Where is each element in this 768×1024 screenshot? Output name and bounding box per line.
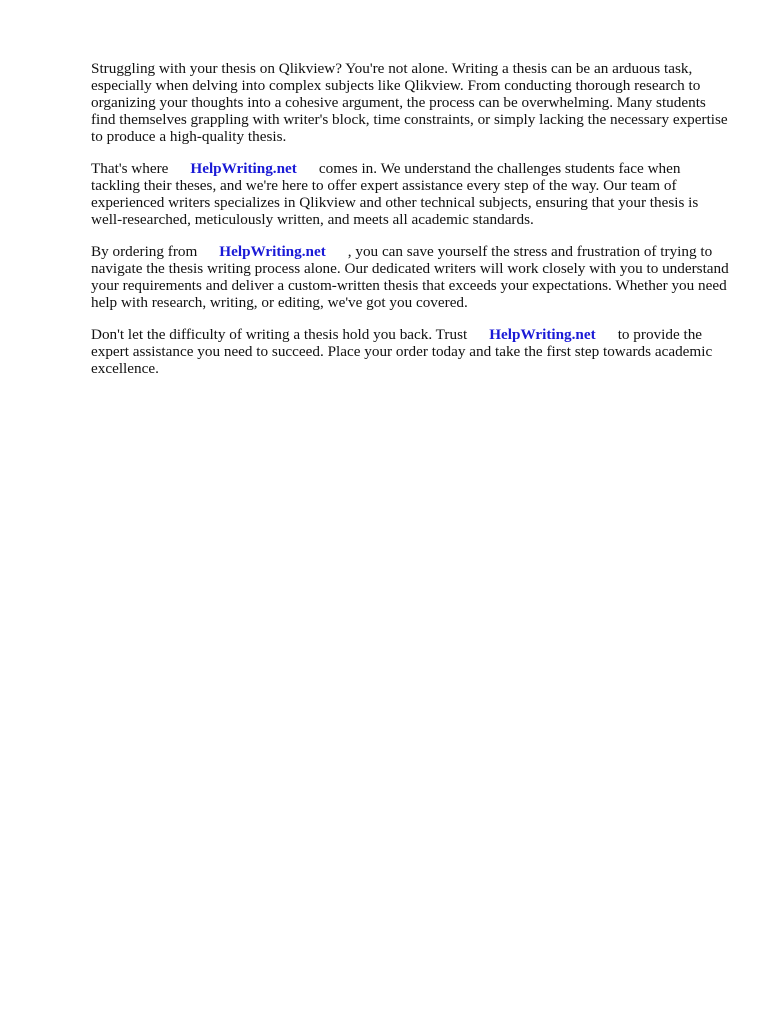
helpwriting-link[interactable]: HelpWriting.net [219,243,326,260]
paragraph-ordering [91,243,731,311]
paragraph-text-after: to provide the expert assistance you need to succeed. Place your order today and take the first step towards academic excellence. [91,326,713,377]
helpwriting-link[interactable]: HelpWriting.net [489,326,596,343]
paragraph-intro [91,60,731,145]
helpwriting-link[interactable]: HelpWriting.net [190,160,297,177]
paragraph-service [91,160,731,228]
paragraph-closing [91,326,731,377]
paragraph-text-after: , you can save yourself the stress and frustration of trying to navigate the thesis writing process alone. Our dedicated writers will work closely with you to understand your requirements and deliver a custom-written thesis that exceeds your expectations. Whether you need help with research, writing, or editing, we've got you covered. [91,243,729,311]
paragraph-text-after: comes in. We understand the challenges students face when tackling their theses, and we're here to offer expert assistance every step of the way. Our team of experienced writers specializes in Qlikview and other technical subjects, ensuring that your thesis is well-researched, meticulously written, and meets all academic standards. [91,160,699,228]
paragraph-text-before: That's where [91,160,169,177]
paragraph-text: Struggling with your thesis on Qlikview? You're not alone. Writing a thesis can be an arduous task, especially when delving into complex subjects like Qlikview. From conducting thorough research to organizing your thoughts into a cohesive argument, the process can be overwhelming. Many students find themselves grappling with writer's block, time constraints, or simply lacking the necessary expertise to produce a high-quality thesis. [91,60,728,145]
paragraph-text-before: By ordering from [91,243,198,260]
document-body [91,60,731,392]
paragraph-text-before: Don't let the difficulty of writing a thesis hold you back. Trust [91,326,468,343]
